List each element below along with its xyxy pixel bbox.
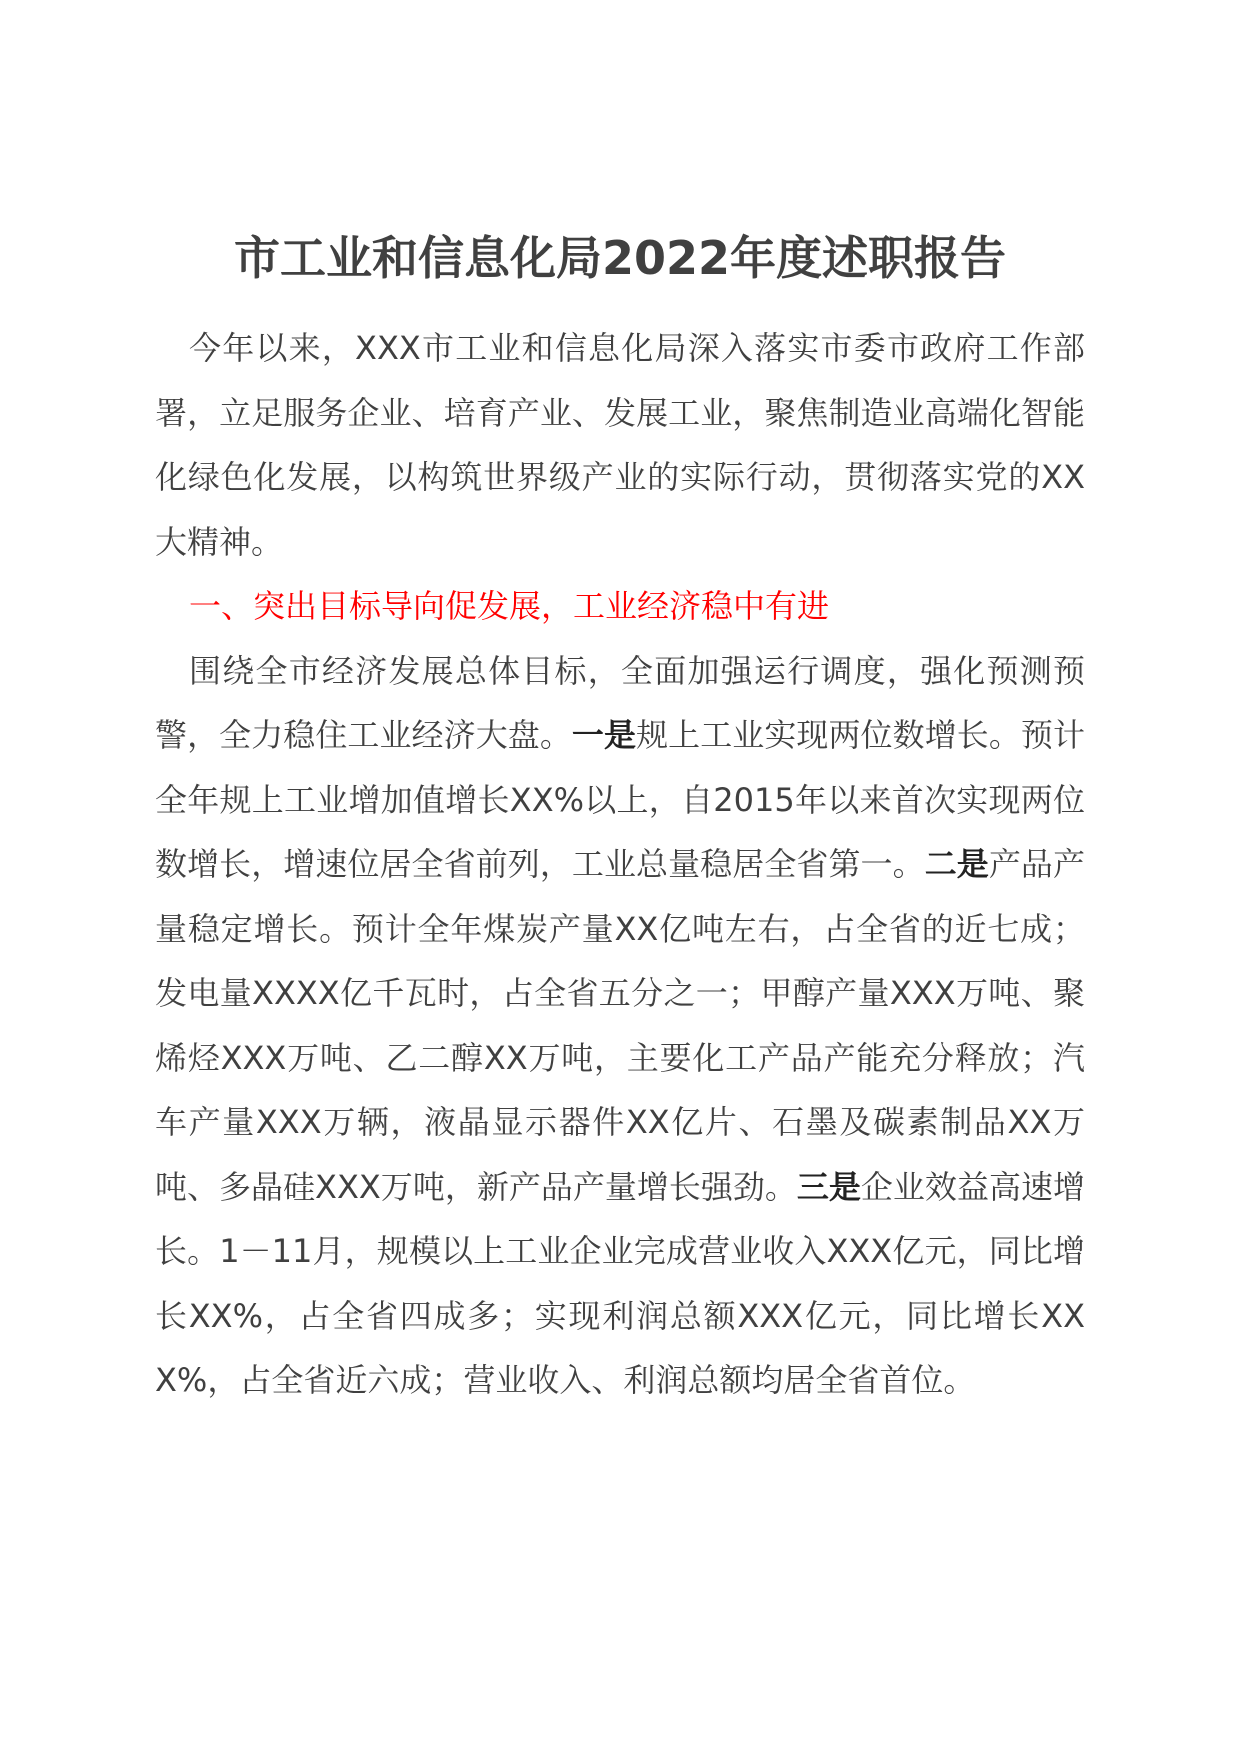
- section1-lead-text: 围绕全市经济发展总体目标，全面加强运行调度，强化预测预警，全力稳住工业经济大盘。: [155, 651, 1085, 754]
- point2-label: 二是: [924, 845, 989, 883]
- document-title: 市工业和信息化局2022年度述职报告: [233, 231, 1007, 285]
- section1-paragraph: [155, 639, 1085, 1413]
- point3-label: 三是: [796, 1167, 861, 1206]
- point1-text: 规上工业实现两位数增长。预计全年规上工业增加值增长XX%以上，自2015年以来首次实现两位数增长，增速位居全省前列，工业总量稳居全省第一。: [155, 716, 1085, 883]
- document-body: [155, 316, 1085, 1413]
- point1-label: 一是: [571, 716, 637, 754]
- intro-paragraph: 今年以来，XXX市工业和信息化局深入落实市委市政府工作部署，立足服务企业、培育产业、发展工业，聚焦制造业高端化智能化绿色化发展，以构筑世界级产业的实际行动，贯彻落实党的XX大精神。: [155, 329, 1085, 561]
- section-heading-1: 一、突出目标导向促发展，工业经济稳中有进: [189, 587, 830, 625]
- point2-text: 产品产量稳定增长。预计全年煤炭产量XX亿吨左右，占全省的近七成；发电量XXXX亿千瓦时，占全省五分之一；甲醇产量XXX万吨、聚烯烃XXX万吨、乙二醇XX万吨，主要化工产品产能充分释放；汽车产量XXX万辆，液晶显示器件XX亿片、石墨及碳素制品XX万吨、多晶硅XXX万吨，新产品产量增长强劲。: [155, 845, 1085, 1206]
- point3-text: 企业效益高速增长。1－11月，规模以上工业企业完成营业收入XXX亿元，同比增长XX%，占全省四成多；实现利润总额XXX亿元，同比增长XXX%，占全省近六成；营业收入、利润总额均居全省首位。: [155, 1167, 1085, 1399]
